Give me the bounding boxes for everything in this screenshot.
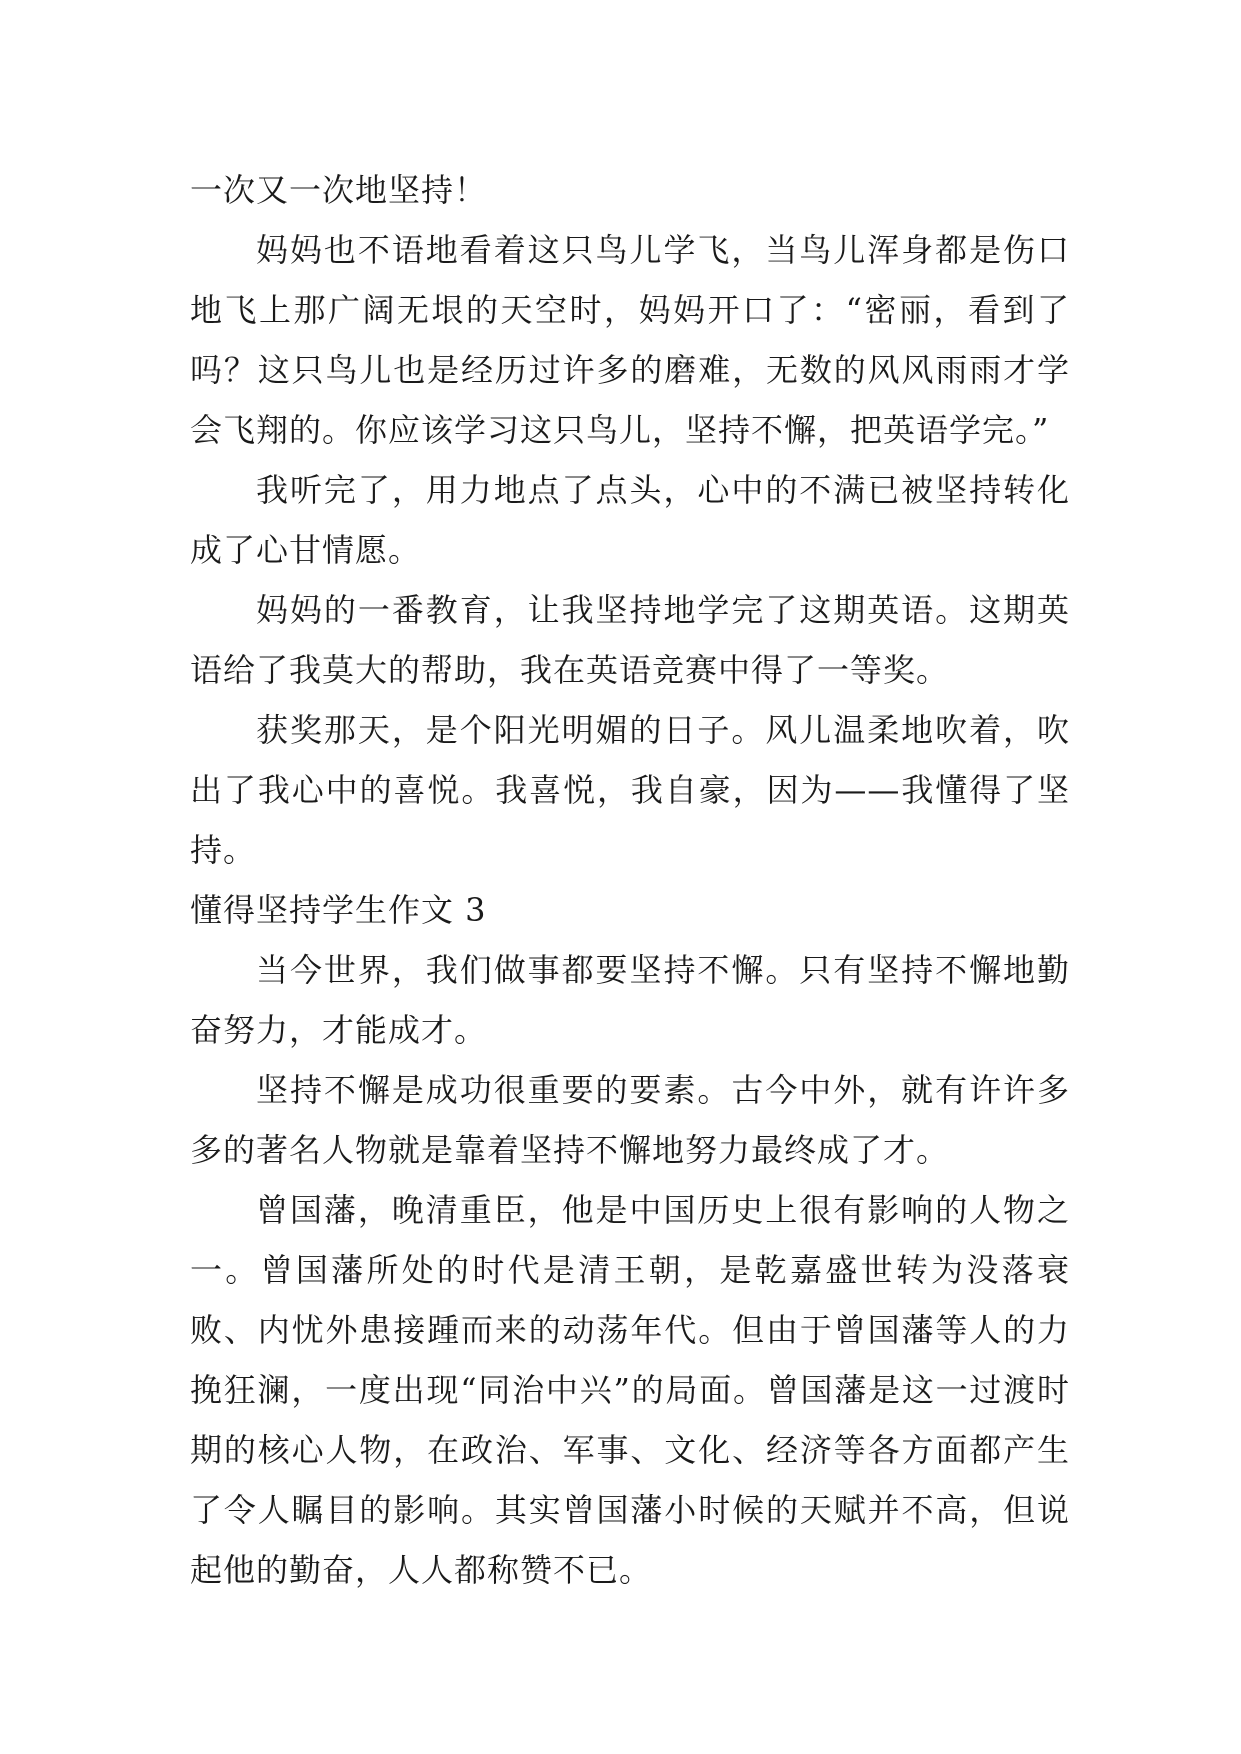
paragraph: 一次又一次地坚持！: [190, 171, 488, 209]
paragraph: 获奖那天，是个阳光明媚的日子。风儿温柔地吹着，吹出了我心中的喜悦。我喜悦，我自豪，因为——我懂得了坚持。: [190, 711, 1070, 869]
paragraph: 妈妈的一番教育，让我坚持地学完了这期英语。这期英语给了我莫大的帮助，我在英语竞赛中得了一等奖。: [190, 591, 1070, 689]
essay-heading: 懂得坚持学生作文 3: [190, 891, 487, 929]
paragraph: 妈妈也不语地看着这只鸟儿学飞，当鸟儿浑身都是伤口地飞上那广阔无垠的天空时，妈妈开口了：“密丽，看到了吗？这只鸟儿也是经历过许多的磨难，无数的风风雨雨才学会飞翔的。你应该学习这只鸟儿，坚持不懈，把英语学完。”: [190, 231, 1070, 449]
paragraph: 我听完了，用力地点了点头，心中的不满已被坚持转化成了心甘情愿。: [190, 471, 1070, 569]
essay-body: [190, 160, 1070, 1600]
paragraph: 坚持不懈是成功很重要的要素。古今中外，就有许许多多的著名人物就是靠着坚持不懈地努力最终成了才。: [190, 1071, 1070, 1169]
paragraph: 当今世界，我们做事都要坚持不懈。只有坚持不懈地勤奋努力，才能成才。: [190, 951, 1070, 1049]
paragraph: 曾国藩，晚清重臣，他是中国历史上很有影响的人物之一。曾国藩所处的时代是清王朝，是乾嘉盛世转为没落衰败、内忧外患接踵而来的动荡年代。但由于曾国藩等人的力挽狂澜，一度出现“同治中兴”的局面。曾国藩是这一过渡时期的核心人物，在政治、军事、文化、经济等各方面都产生了令人瞩目的影响。其实曾国藩小时候的天赋并不高，但说起他的勤奋，人人都称赞不已。: [190, 1191, 1070, 1589]
